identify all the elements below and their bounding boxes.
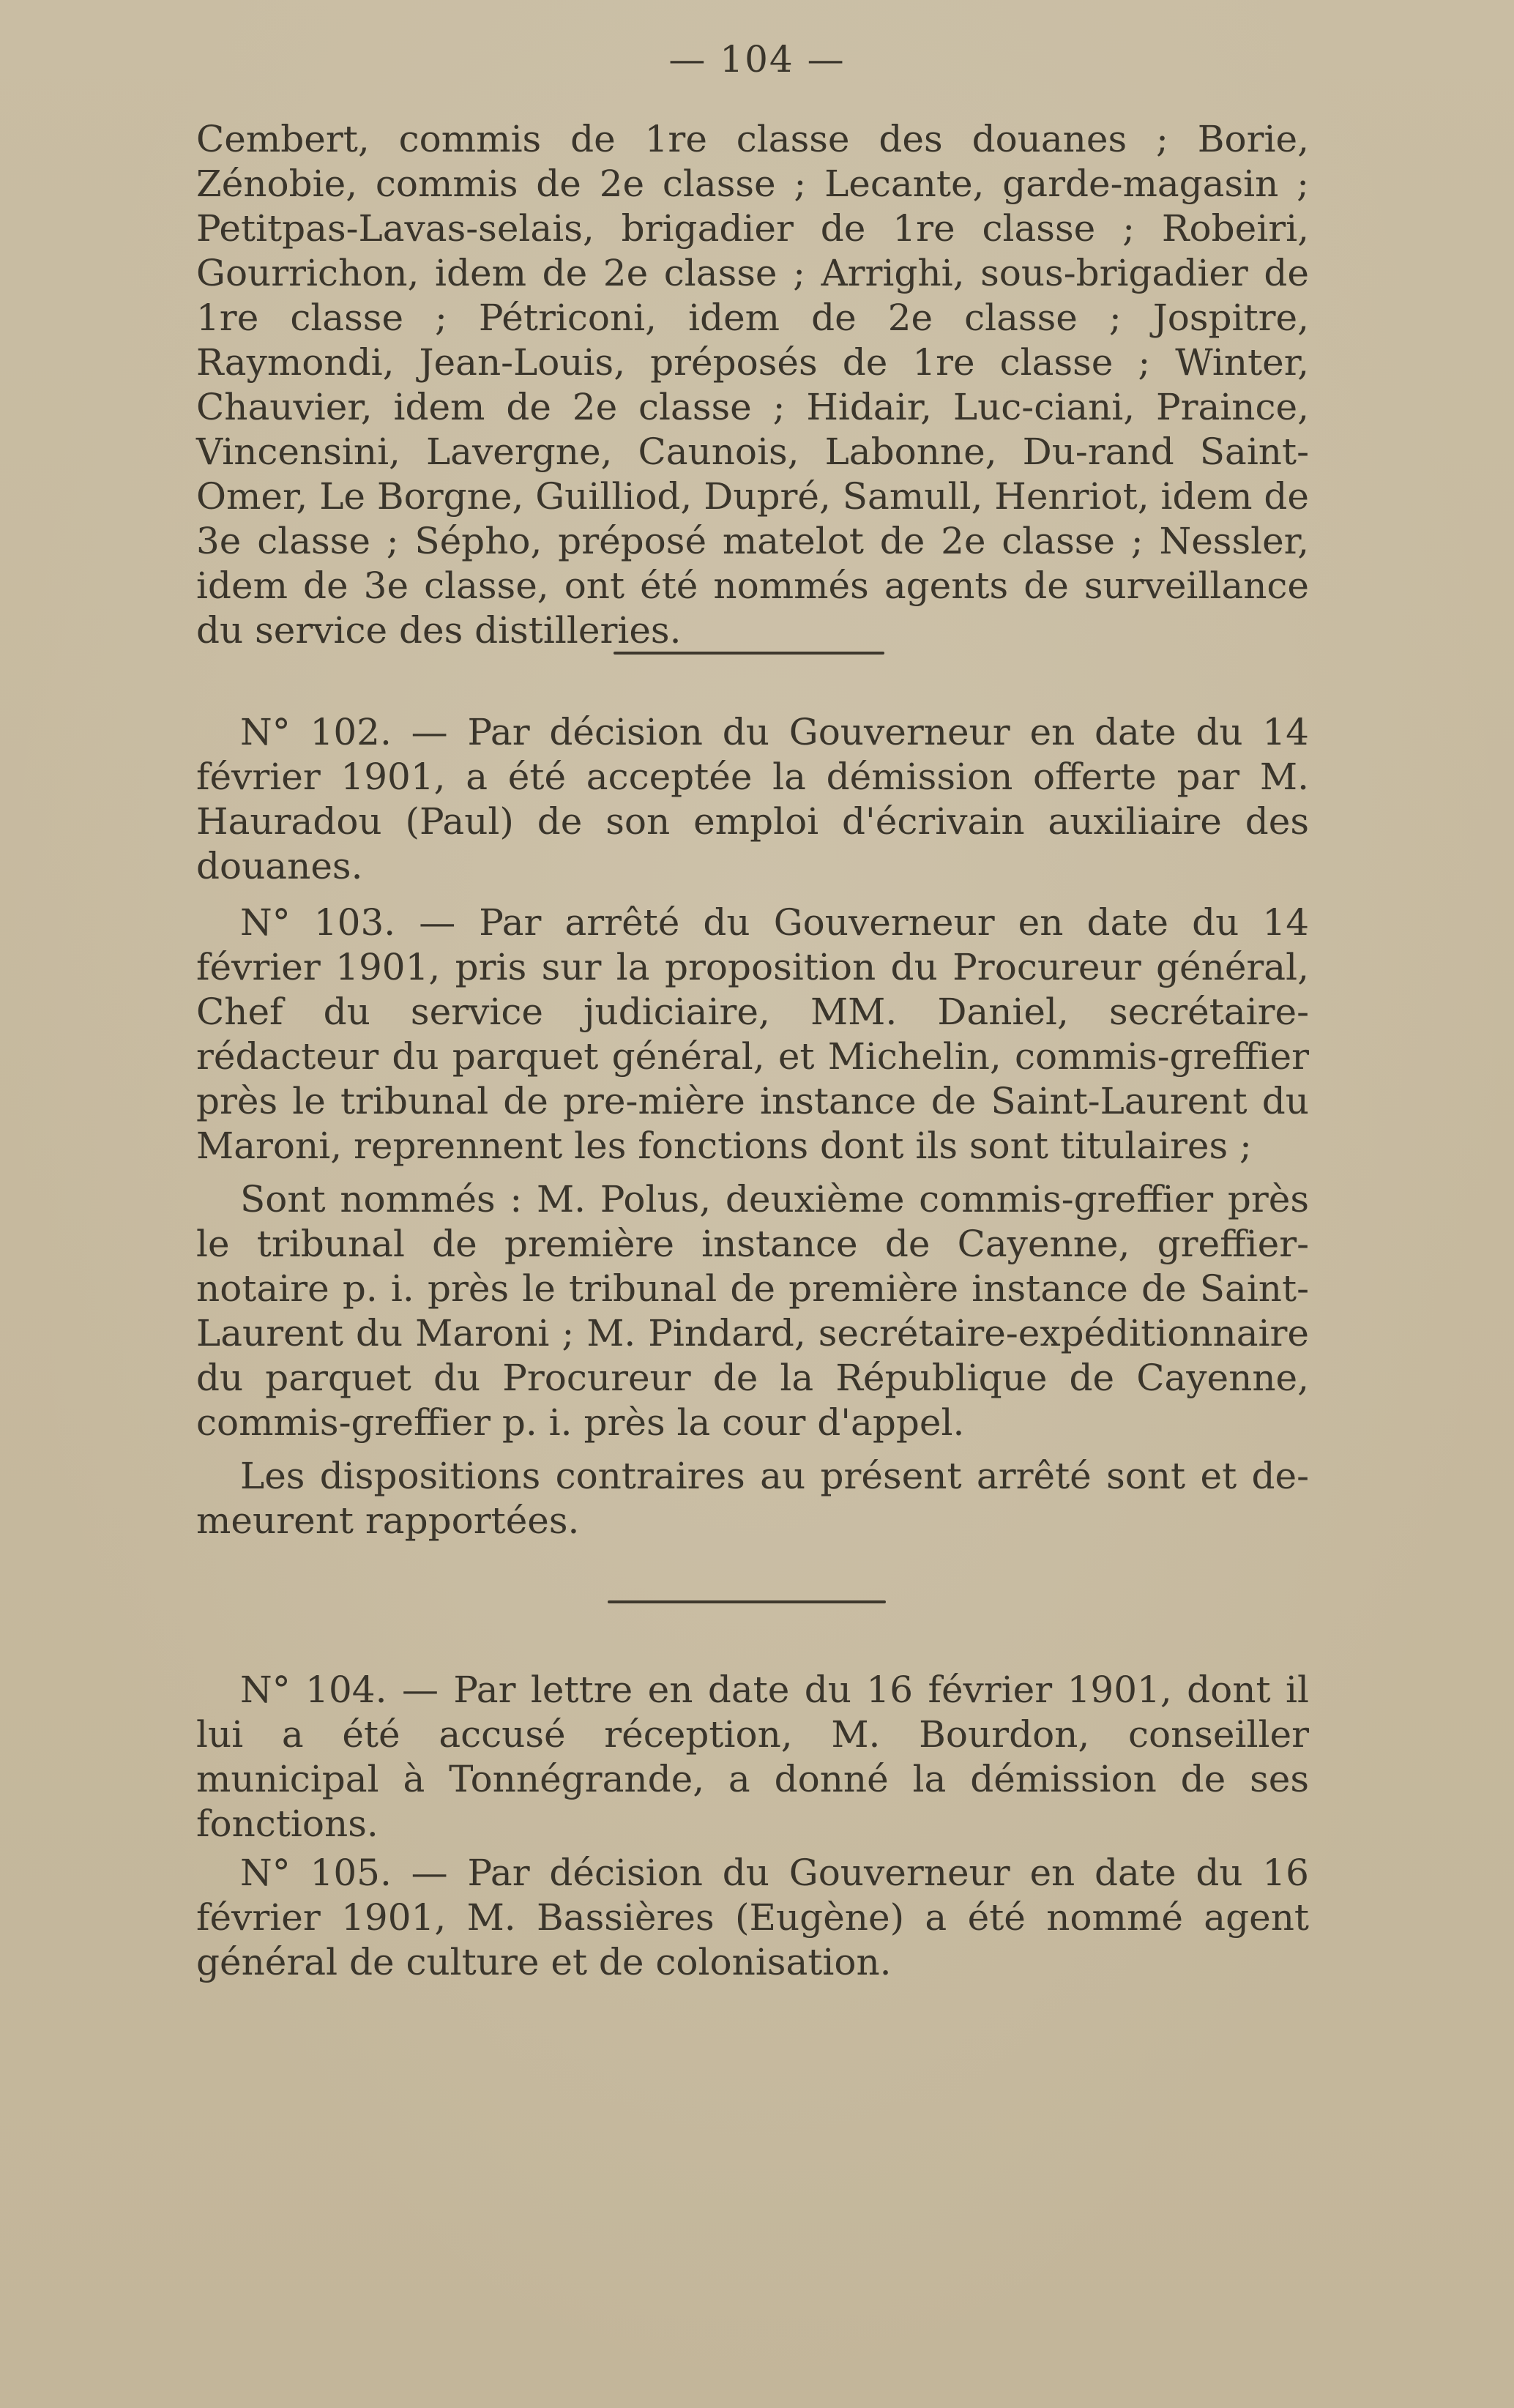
paragraph-arrete-103: N° 103. — Par arrêté du Gouverneur en date du 14 février 1901, pris sur la proposition du Procureur général, Chef du service judiciaire, MM. Daniel, secrétaire-rédacteur du parquet général, et Michelin, commis-greffier près le tribunal de pre-mière instance de Saint-Laurent du Maroni, reprennent les fonctions dont ils sont titulaires ;: [196, 901, 1309, 1167]
paragraph-dispositions: Les dispositions contraires au présent arrêté sont et de-meurent rapportées.: [196, 1455, 1309, 1542]
text-block-arrete-103: [196, 901, 1309, 1543]
paragraph-decision-105: N° 105. — Par décision du Gouverneur en date du 16 février 1901, M. Bassières (Eugène) a été nommé agent général de culture et de colonisation.: [196, 1852, 1309, 1983]
text-block-decision-102: [196, 710, 1309, 889]
separator-rule: [614, 652, 884, 655]
paragraph-decision-102: N° 102. — Par décision du Gouverneur en date du 14 février 1901, a été acceptée la démission offerte par M. Hauradou (Paul) de son emploi d'écrivain auxiliaire des douanes.: [196, 711, 1309, 887]
text-block-decision-105: [196, 1851, 1309, 1985]
text-block-lettre-104: [196, 1668, 1309, 1846]
paragraph-lettre-104: N° 104. — Par lettre en date du 16 février 1901, dont il lui a été accusé réception, M. Bourdon, conseiller municipal à Tonnégrande, a donné la démission de ses fonctions.: [196, 1669, 1309, 1845]
separator-rule: [608, 1600, 886, 1603]
text-block-personnel-list: [196, 117, 1309, 653]
paragraph-nominations: Sont nommés : M. Polus, deuxième commis-greffier près le tribunal de première instance de Cayenne, greffier-notaire p. i. près le tribunal de première instance de Saint-Laurent du Maroni ; M. Pindard, secrétaire-expéditionnaire du parquet du Procureur de la République de Cayenne, commis-greffier p. i. près la cour d'appel.: [196, 1178, 1309, 1444]
paragraph-personnel-list: Cembert, commis de 1re classe des douanes ; Borie, Zénobie, commis de 2e classe ; Lecante, garde-magasin ; Petitpas-Lavas-selais, brigadier de 1re classe ; Robeiri, Gourrichon, idem de 2e classe ; Arrighi, sous-brigadier de 1re classe ; Pétriconi, idem de 2e classe ; Jospitre, Raymondi, Jean-Louis, préposés de 1re classe ; Winter, Chauvier, idem de 2e classe ; Hidair, Luc-ciani, Praince, Vincensini, Lavergne, Caunois, Labonne, Du-rand Saint-Omer, Le Borgne, Guilliod, Dupré, Samull, Henriot, idem de 3e classe ; Sépho, préposé matelot de 2e classe ; Nessler, idem de 3e classe, ont été nommés agents de surveillance du service des distilleries.: [196, 118, 1309, 652]
page-number: — 104 —: [668, 38, 846, 81]
